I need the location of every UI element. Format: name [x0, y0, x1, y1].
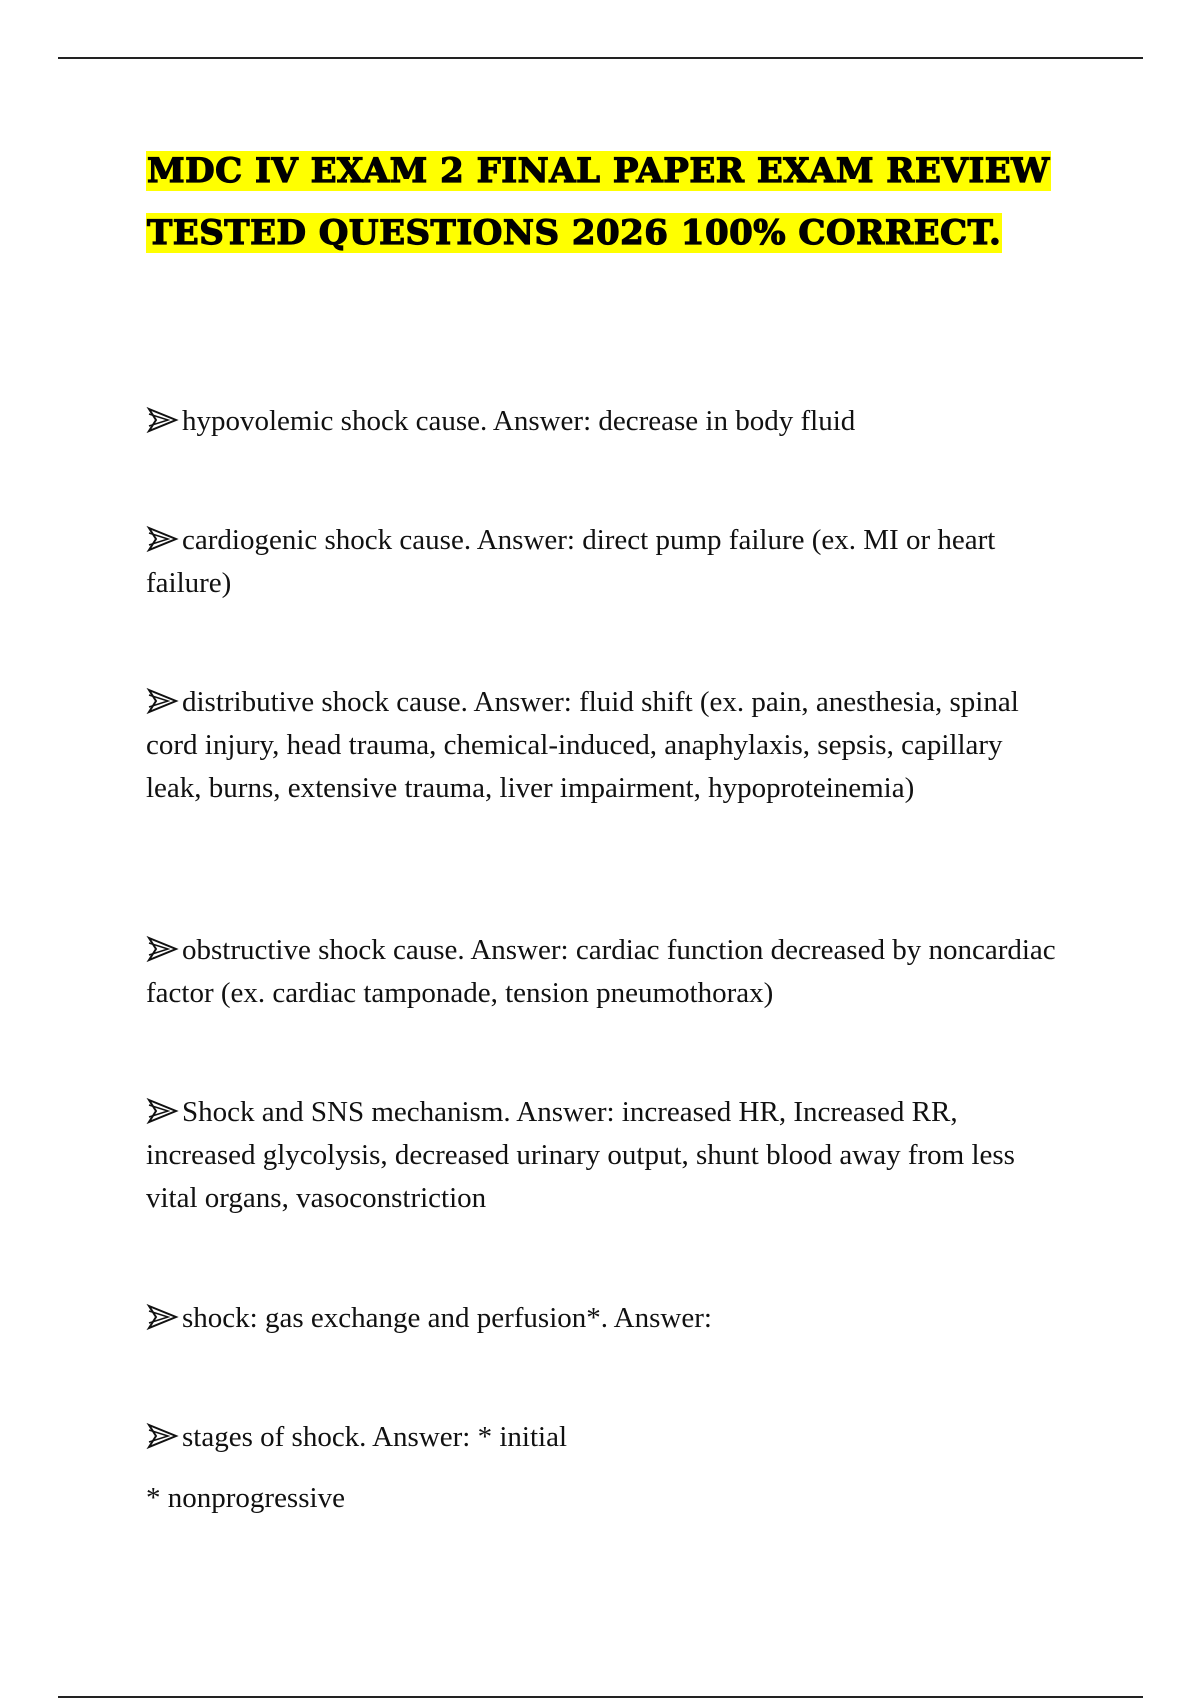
top-rule	[58, 57, 1143, 59]
title-line-2: TESTED QUESTIONS 2026 100% CORRECT.	[147, 213, 1002, 253]
title-line-1: MDC IV EXAM 2 FINAL PAPER EXAM REVIEW	[147, 151, 1050, 191]
qa-item	[146, 681, 1056, 810]
bottom-rule	[58, 1696, 1143, 1698]
document-title	[146, 140, 1066, 264]
qa-text: obstructive shock cause. Answer: cardiac function decreased by noncardiac factor (ex. cardiac tamponade, tension pneumothorax)	[146, 934, 1056, 1009]
arrowhead-bullet-icon	[146, 406, 182, 434]
arrowhead-bullet-icon	[146, 1097, 182, 1125]
arrowhead-bullet-icon	[146, 1422, 182, 1450]
qa-text: shock: gas exchange and perfusion*. Answer:	[182, 1302, 712, 1334]
qa-item	[146, 1091, 1056, 1220]
arrowhead-bullet-icon	[146, 687, 182, 715]
qa-item	[146, 1416, 567, 1459]
qa-item	[146, 1297, 712, 1340]
qa-item	[146, 519, 1056, 605]
qa-item	[146, 929, 1056, 1015]
qa-text: distributive shock cause. Answer: fluid shift (ex. pain, anesthesia, spinal cord injury, head trauma, chemical-induced, anaphylaxis, sepsis, capillary leak, burns, extensive trauma, liver impairment, hypoproteinemia)	[146, 686, 1019, 804]
qa-text: cardiogenic shock cause. Answer: direct pump failure (ex. MI or heart failure)	[146, 524, 996, 599]
arrowhead-bullet-icon	[146, 1303, 182, 1331]
qa-continuation: * nonprogressive	[146, 1482, 345, 1514]
qa-text: stages of shock. Answer: * initial	[182, 1421, 568, 1453]
qa-text: hypovolemic shock cause. Answer: decrease in body fluid	[182, 405, 856, 437]
arrowhead-bullet-icon	[146, 935, 182, 963]
arrowhead-bullet-icon	[146, 525, 182, 553]
qa-item	[146, 400, 855, 443]
qa-text: Shock and SNS mechanism. Answer: increased HR, Increased RR, increased glycolysis, decreased urinary output, shunt blood away from less vital organs, vasoconstriction	[146, 1096, 1015, 1214]
